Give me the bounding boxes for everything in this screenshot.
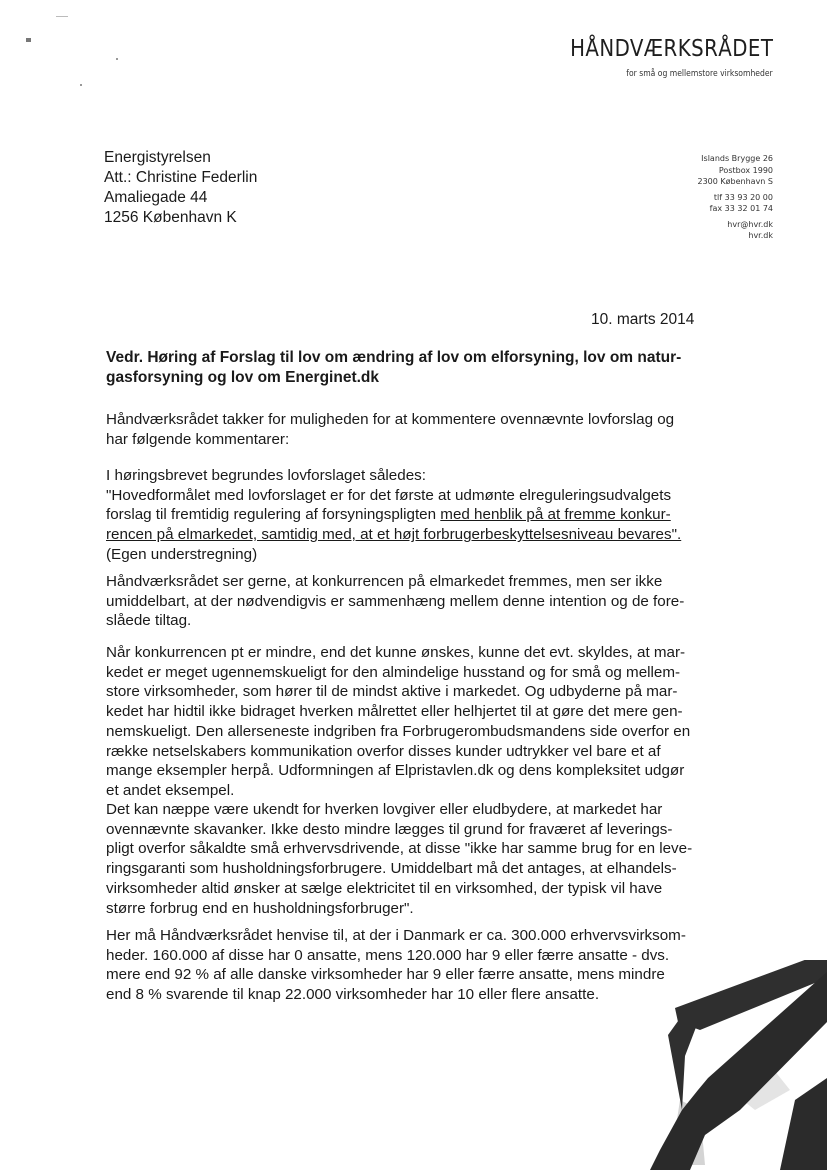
scan-dot xyxy=(116,58,118,60)
recipient-address xyxy=(104,148,257,228)
paragraph-line: umiddelbart, at der nødvendigvis er sammenhæng mellem denne intention og de fore- xyxy=(106,592,685,610)
underlined-quote-text: rencen på elmarkedet, samtidig med, at et højt forbrugerbeskyttelsesniveau bevares". xyxy=(106,526,682,544)
paragraph-line: har følgende kommentarer: xyxy=(106,430,290,448)
paragraph-line: mange eksempler herpå. Udformningen af Elpristavlen.dk og dens kompleksitet udgør xyxy=(106,762,685,780)
paragraph-statistics xyxy=(106,926,694,1005)
corner-ribbon-decoration xyxy=(620,960,827,1170)
paragraph-quote xyxy=(106,466,694,565)
paragraph-line: Her må Håndværksrådet henvise til, at der i Danmark er ca. 300.000 erhvervsvirksom- xyxy=(106,927,686,944)
scan-mark xyxy=(56,16,68,17)
contact-line: Islands Brygge 26 xyxy=(701,154,773,163)
contact-email: hvr@hvr.dk xyxy=(727,219,773,229)
ribbon-dark-right xyxy=(780,1078,827,1170)
contact-line: 2300 København S xyxy=(697,177,773,186)
paragraph-line xyxy=(106,505,694,525)
paragraph-line: (Egen understregning) xyxy=(106,545,258,563)
recipient-line: Att.: Christine Federlin xyxy=(104,169,258,186)
paragraph-line: Når konkurrencen pt er mindre, end det kunne ønskes, kunne det evt. skyldes, at mar- xyxy=(106,644,686,661)
contact-fax: fax 33 32 01 74 xyxy=(709,204,773,213)
paragraph-line: kedet er meget ugennemskueligt for den almindelige husstand og for små og mellem- xyxy=(106,663,681,681)
paragraph-line: pligt overfor såkaldte små erhvervsdrivende, at disse "ikke har samme brug for en leve- xyxy=(106,840,693,858)
paragraph-line: større forbrug end en husholdningsforbruger". xyxy=(106,899,414,917)
organization-tagline: for små og mellemstore virksomheder xyxy=(626,69,773,79)
contact-website: hvr.dk xyxy=(748,231,773,240)
paragraph-line: række netselskabers kommunikation overfor disses kunder udtrykker vel bare et af xyxy=(106,742,661,760)
paragraph-line: slåede tiltag. xyxy=(106,612,192,630)
sender-contact-block xyxy=(697,153,773,242)
paragraph-line: "Hovedformålet med lovforslaget er for det første at udmønte elreguleringsudvalgets xyxy=(106,486,672,504)
paragraph-line: heder. 160.000 af disse har 0 ansatte, mens 120.000 har 9 eller færre ansatte - dvs. xyxy=(106,946,670,964)
paragraph-line: mere end 92 % af alle danske virksomheder har 9 eller færre ansatte, mens mindre xyxy=(106,966,665,984)
letter-date: 10. marts 2014 xyxy=(591,311,695,328)
paragraph-line: ovennævnte skavanker. Ikke desto mindre lægges til grund for fraværet af leverings- xyxy=(106,820,673,838)
paragraph-line: kedet har hidtil ikke bidraget hverken målrettet eller helhjertet til at gøre det mere gen- xyxy=(106,703,683,721)
paragraph-line: nemskueligt. Den allerseneste indgriben fra Forbrugerombudsmandens side overfor en xyxy=(106,722,691,740)
letter-subject xyxy=(106,348,694,388)
contact-line: Postbox 1990 xyxy=(718,165,773,175)
scan-dot xyxy=(80,84,82,86)
subject-line: Vedr. Høring af Forslag til lov om ændring af lov om elforsyning, lov om natur- xyxy=(106,349,682,366)
paragraph-line: virksomheder altid ønsker at sælge elektricitet til en virksomhed, der typisk vil have xyxy=(106,879,663,897)
paragraph-line: Håndværksrådet ser gerne, at konkurrencen på elmarkedet fremmes, men ser ikke xyxy=(106,573,663,590)
underlined-quote-text: med henblik på at fremme konkur- xyxy=(440,506,671,524)
paragraph-line: end 8 % svarende til knap 22.000 virksomheder har 10 eller flere ansatte. xyxy=(106,986,600,1004)
paragraph-competition xyxy=(106,572,694,631)
scan-mark xyxy=(26,38,31,42)
paragraph-line: ringsgaranti som husholdningsforbrugere. Umiddelbart må det antages, at elhandels- xyxy=(106,860,677,878)
paragraph-obligation xyxy=(106,800,694,918)
ribbon-dark-fold xyxy=(668,1010,698,1110)
organization-logo: HÅNDVÆRKSRÅDET xyxy=(569,36,773,62)
quote-text: forslag til fremtidig regulering af forsyningspligten xyxy=(106,506,441,524)
paragraph-line: I høringsbrevet begrundes lovforslaget således: xyxy=(106,467,426,484)
paragraph-market xyxy=(106,643,694,801)
paragraph-line: store virksomheder, som hører til de mindst aktive i markedet. Og udbyderne på mar- xyxy=(106,683,678,701)
paragraph-intro xyxy=(106,410,694,449)
paragraph-line: Det kan næppe være ukendt for hverken lovgiver eller eludbydere, at markedet har xyxy=(106,801,663,818)
recipient-line: Energistyrelsen xyxy=(104,149,211,166)
contact-phone: tlf 33 93 20 00 xyxy=(713,192,773,202)
paragraph-line: et andet eksempel. xyxy=(106,781,235,799)
paragraph-line: Håndværksrådet takker for muligheden for at kommentere ovennævnte lovforslag og xyxy=(106,411,675,428)
subject-line: gasforsyning og lov om Energinet.dk xyxy=(106,369,380,386)
recipient-line: 1256 København K xyxy=(104,209,237,226)
recipient-line: Amaliegade 44 xyxy=(104,189,208,206)
